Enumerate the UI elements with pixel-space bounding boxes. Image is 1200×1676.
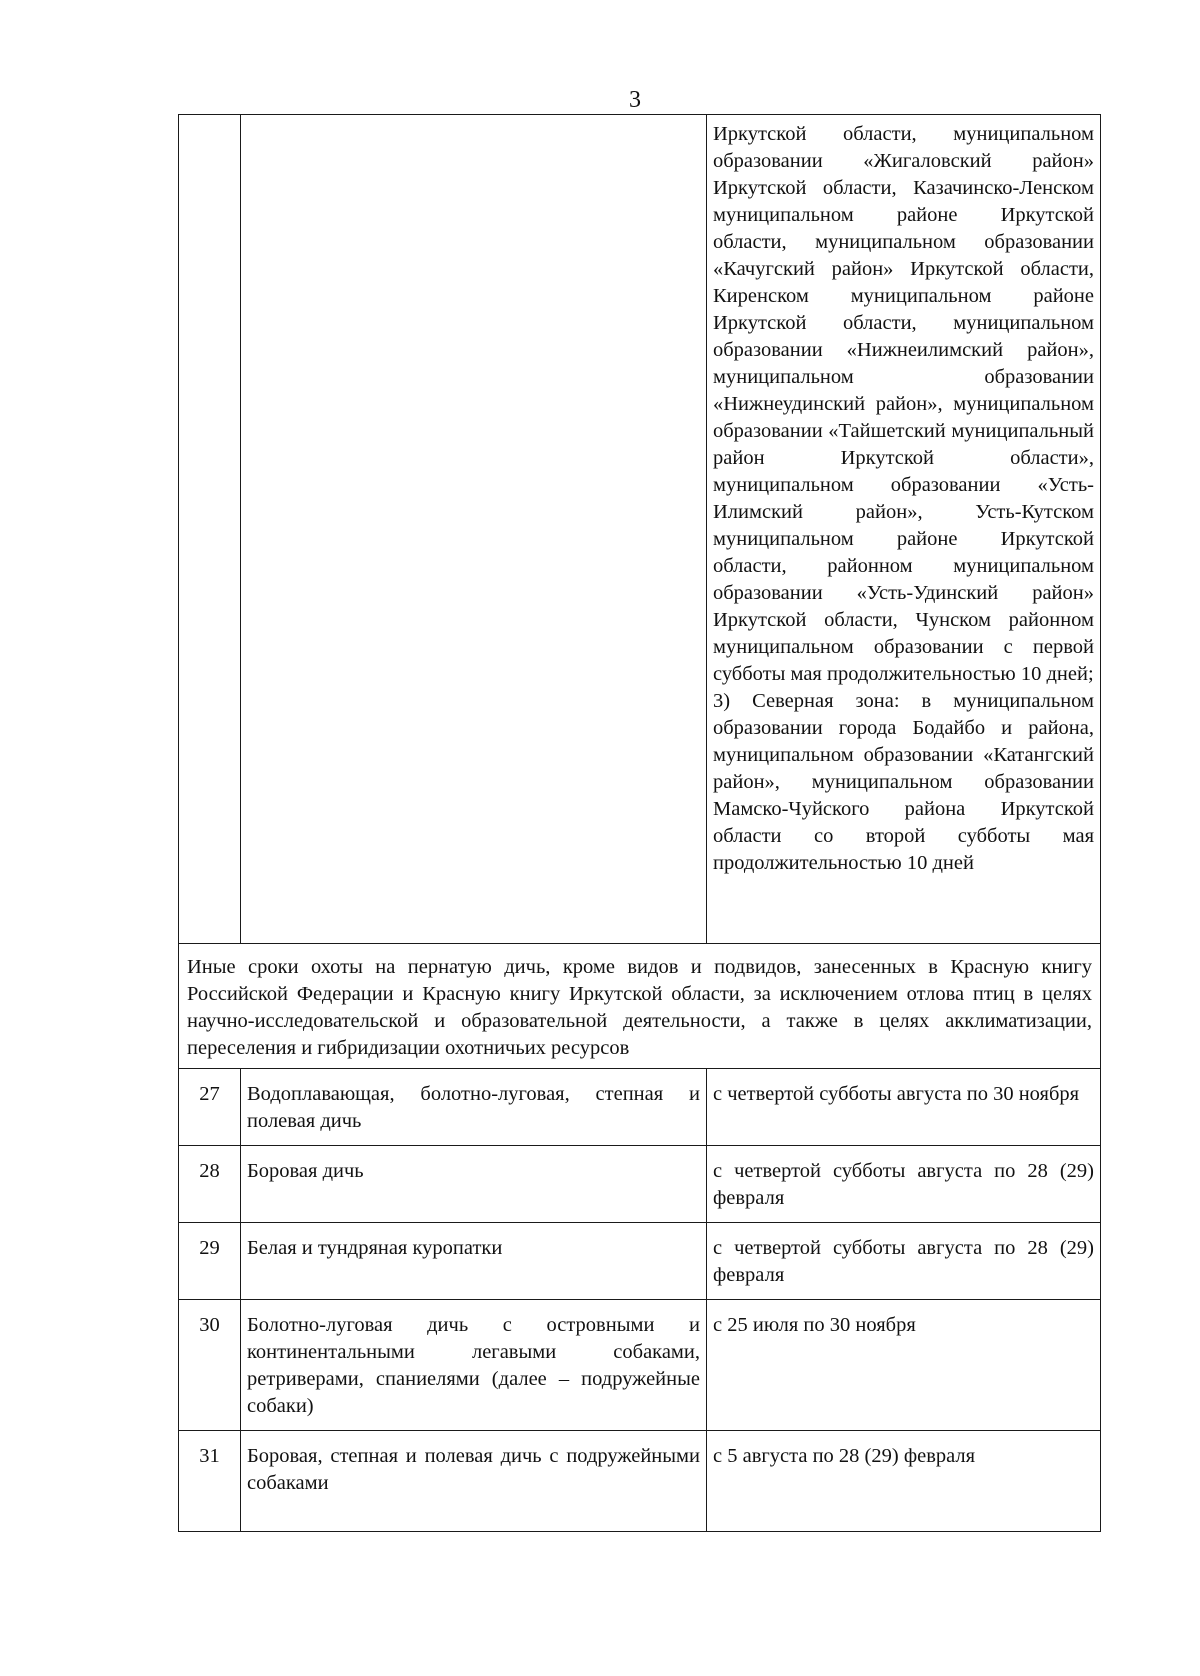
table-row [179, 1146, 1101, 1223]
term-cell: с четвертой субботы августа по 30 ноября [707, 1069, 1101, 1146]
term-cell: с четвертой субботы августа по 28 (29) февраля [707, 1223, 1101, 1300]
species-cell: Боровая, степная и полевая дичь с подружейными собаками [241, 1431, 707, 1532]
table-row [179, 1431, 1101, 1532]
term-text-northern-zone: 3) Северная зона: в муниципальном образовании города Бодайбо и района, муниципальном образовании «Катангский район», муниципальном образовании Мамско-Чуйского района Иркутской области со второй субботы мая продолжительностью 10 дней [713, 690, 1094, 874]
section-heading-row [179, 944, 1101, 1069]
species-cell [241, 115, 707, 944]
row-number-cell: 27 [179, 1069, 241, 1146]
row-number-cell: 30 [179, 1300, 241, 1431]
term-cell [707, 115, 1101, 944]
table-row [179, 1300, 1101, 1431]
term-cell: с 5 августа по 28 (29) февраля [707, 1431, 1101, 1532]
term-cell: с четвертой субботы августа по 28 (29) февраля [707, 1146, 1101, 1223]
section-heading: Иные сроки охоты на пернатую дичь, кроме видов и подвидов, занесенных в Красную книгу Российской Федерации и Красную книгу Иркутской области, за исключением отлова птиц в целях научно-исследовательской и образовательной деятельности, а также в целях акклиматизации, переселения и гибридизации охотничьих ресурсов [179, 944, 1101, 1069]
table-row [179, 115, 1101, 944]
species-cell: Боровая дичь [241, 1146, 707, 1223]
term-cell: с 25 июля по 30 ноября [707, 1300, 1101, 1431]
hunting-terms-table [178, 114, 1101, 1532]
species-cell: Водоплавающая, болотно-луговая, степная и полевая дичь [241, 1069, 707, 1146]
term-text: Иркутской области, муниципальном образовании «Жигаловский район» Иркутской области, Казачинско-Ленском муниципальном районе Иркутской области, муниципальном образовании «Качугский район» Иркутской области, Киренском муниципальном районе Иркутской области, муниципальном образовании «Нижнеилимский район», муниципальном образовании «Нижнеудинский район», муниципальном образовании «Тайшетский муниципальный район Иркутской области», муниципальном образовании «Усть-Илимский район», Усть-Кутском муниципальном районе Иркутской области, районном муниципальном образовании «Усть-Удинский район» Иркутской области, Чунском районном муниципальном образовании с первой субботы мая продолжительностью 10 дней; [713, 123, 1094, 685]
row-number-cell [179, 115, 241, 944]
row-number-cell: 28 [179, 1146, 241, 1223]
row-number-cell: 29 [179, 1223, 241, 1300]
species-cell: Болотно-луговая дичь с островными и континентальными легавыми собаками, ретриверами, спаниелями (далее – подружейные собаки) [241, 1300, 707, 1431]
table-row [179, 1223, 1101, 1300]
page-number: 3 [629, 87, 641, 113]
table-row [179, 1069, 1101, 1146]
row-number-cell: 31 [179, 1431, 241, 1532]
species-cell: Белая и тундряная куропатки [241, 1223, 707, 1300]
